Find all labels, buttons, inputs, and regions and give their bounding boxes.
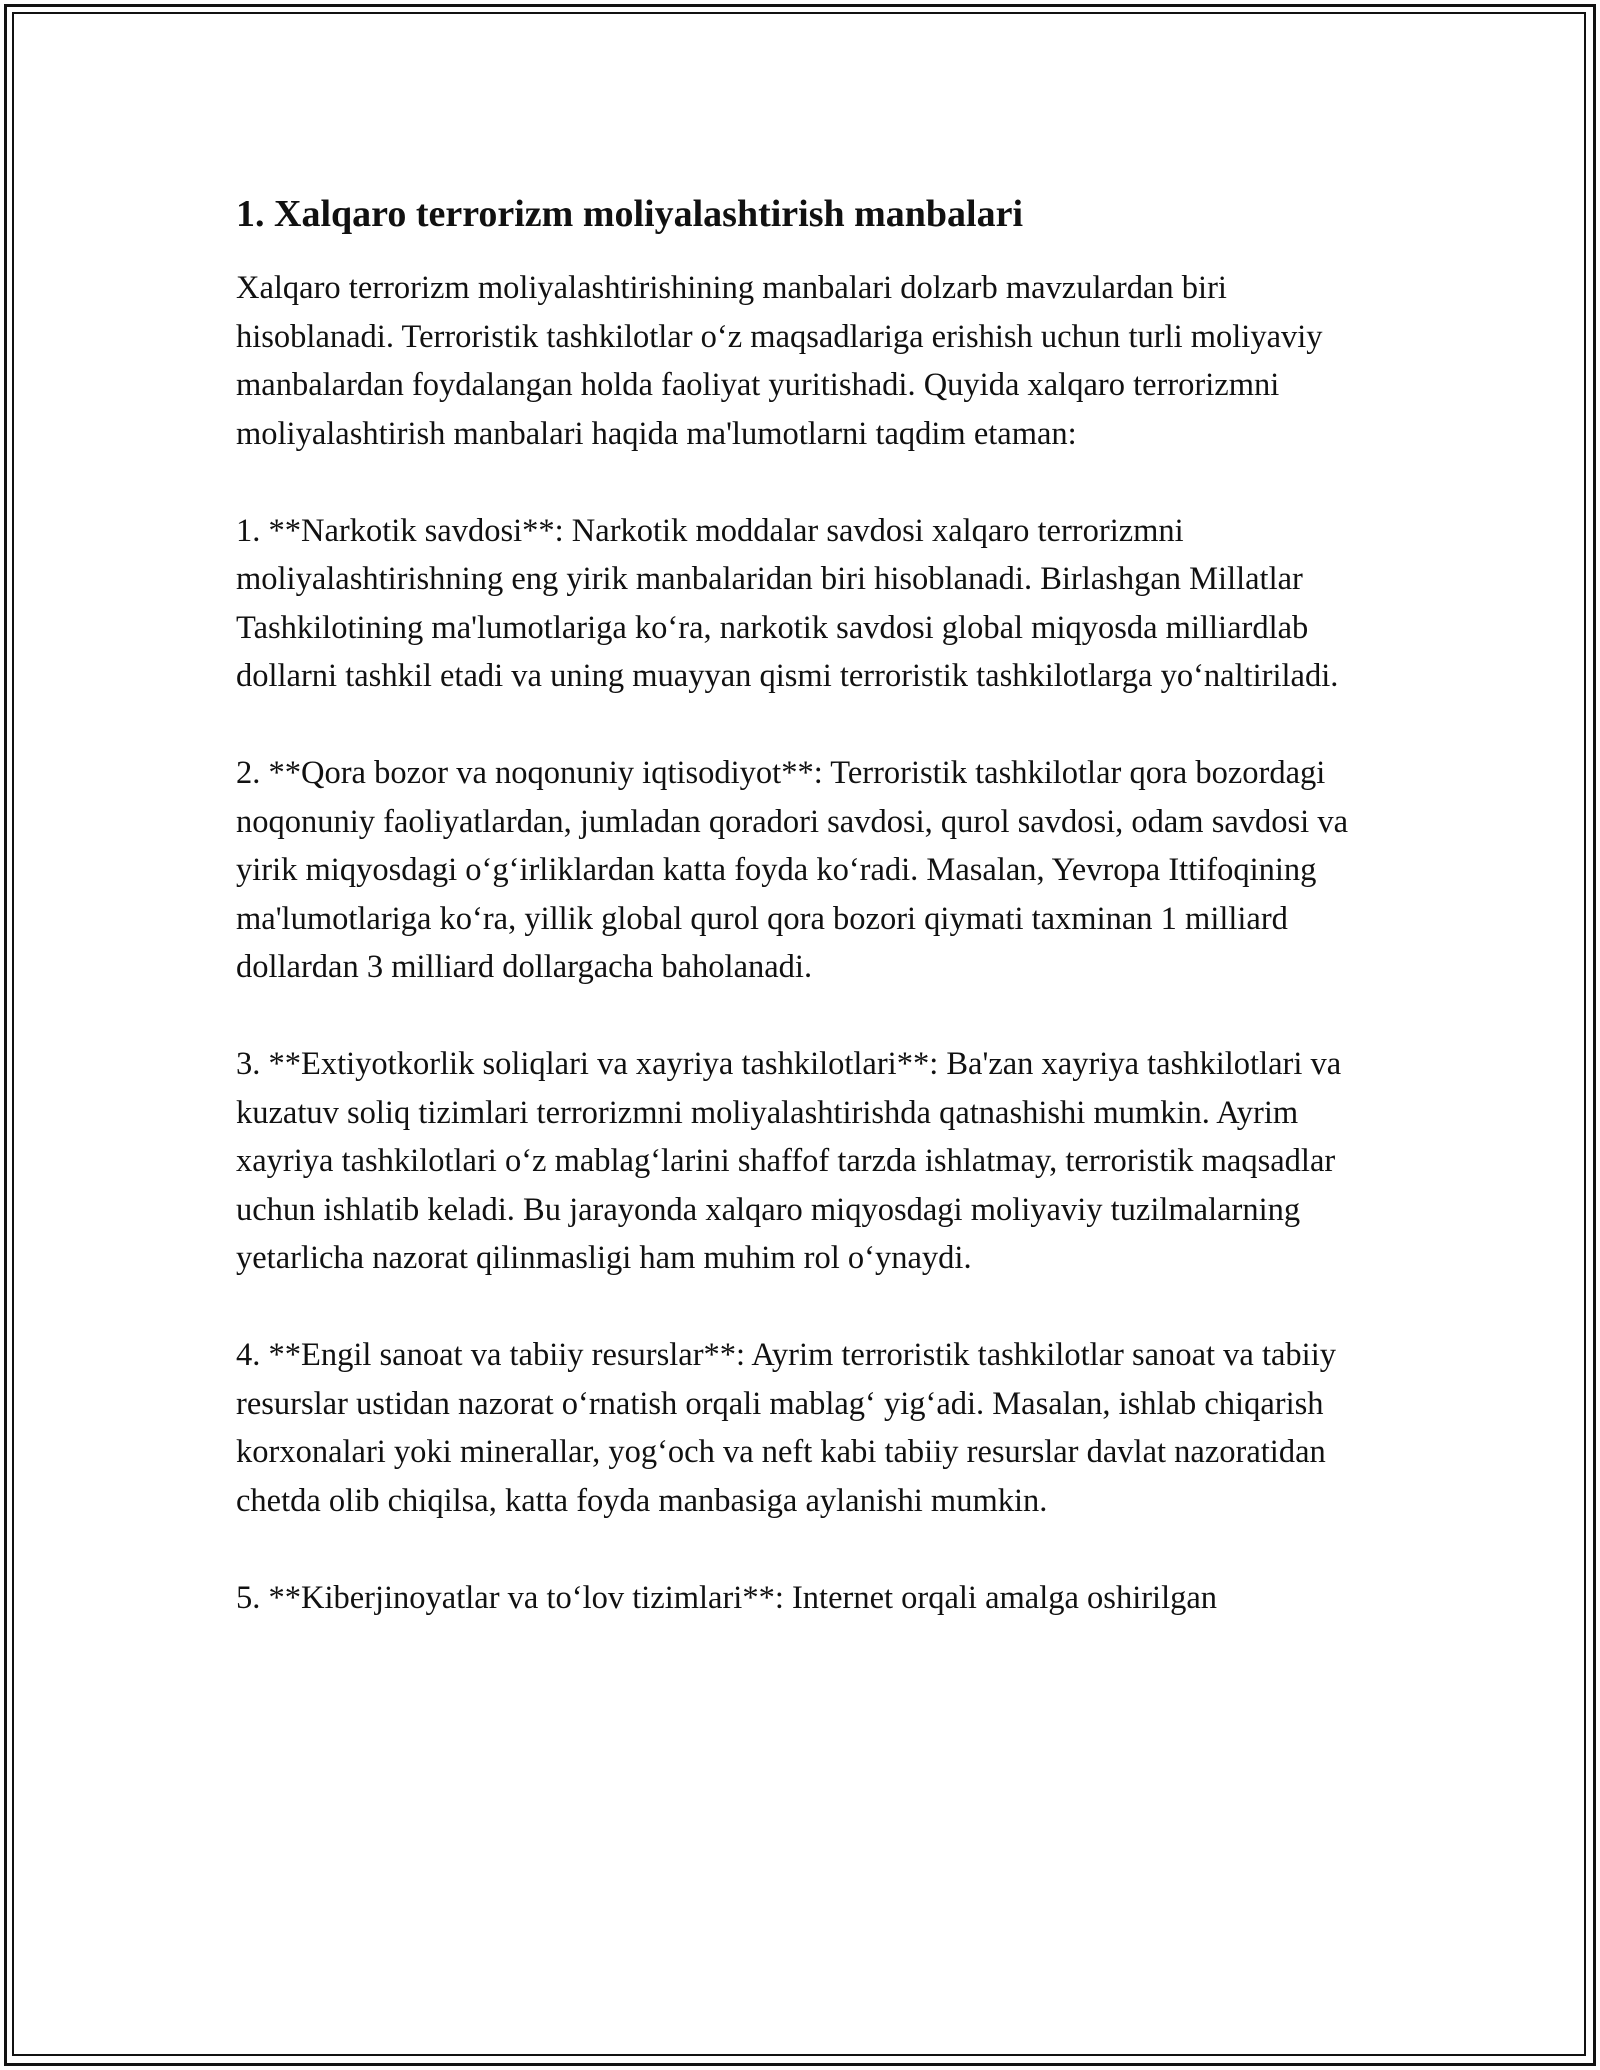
list-item-resources: 4. **Engil sanoat va tabiiy resurslar**: Ayrim terroristik tashkilotlar sanoat va tabiiy resurslar ustidan nazorat o‘rnatish orqali mablag‘ yig‘adi. Masalan, ishlab chiqarish korxonalari yoki minerallar, yog‘och va neft kabi tabiiy resurslar davlat nazoratidan chetda olib chiqilsa, katta foyda manbasiga aylanishi mumkin. [236,1337,1336,1519]
list-item-cybercrime: 5. **Kiberjinoyatlar va to‘lov tizimlari**: Internet orqali amalga oshirilgan [236,1579,1218,1616]
section-heading: 1. Xalqaro terrorizm moliyalashtirish manbalari [236,193,1024,235]
list-item-charities: 3. **Extiyotkorlik soliqlari va xayriya tashkilotlari**: Ba'zan xayriya tashkilotlari va kuzatuv soliq tizimlari terrorizmni moliyalashtirishda qatnashishi mumkin. Ayrim xayriya tashkilotlari o‘z mablag‘larini shaffof tarzda ishlatmay, terroristik maqsadlar uchun ishlatib keladi. Bu jarayonda xalqaro miqyosdagi moliyaviy tuzilmalarning yetarlicha nazorat qilinmasligi ham muhim rol o‘ynaydi. [236,1046,1342,1276]
list-item-black-market: 2. **Qora bozor va noqonuniy iqtisodiyot**: Terroristik tashkilotlar qora bozordagi noqonuniy faoliyatlardan, jumladan qoradori savdosi, qurol savdosi, odam savdosi va yirik miqyosdagi o‘g‘irliklardan katta foyda ko‘radi. Masalan, Yevropa Ittifoqining ma'lumotlariga ko‘ra, yillik global qurol qora bozori qiymati taxminan 1 milliard dollardan 3 milliard dollargacha baholanadi. [236,755,1349,985]
intro-paragraph: Xalqaro terrorizm moliyalashtirishining manbalari dolzarb mavzulardan biri hisoblanadi. Terroristik tashkilotlar o‘z maqsadlariga erishish uchun turli moliyaviy manbalardan foydalangan holda faoliyat yuritishadi. Quyida xalqaro terrorizmni moliyalashtirish manbalari haqida ma'lumotlarni taqdim etaman: [236,270,1323,452]
document-body [236,190,1366,1622]
list-item-narcotics: 1. **Narkotik savdosi**: Narkotik moddalar savdosi xalqaro terrorizmni moliyalashtirishning eng yirik manbalaridan biri hisoblanadi. Birlashgan Millatlar Tashkilotining ma'lumotlariga ko‘ra, narkotik savdosi global miqyosda milliardlab dollarni tashkil etadi va uning muayyan qismi terroristik tashkilotlarga yo‘naltiriladi. [236,512,1339,694]
